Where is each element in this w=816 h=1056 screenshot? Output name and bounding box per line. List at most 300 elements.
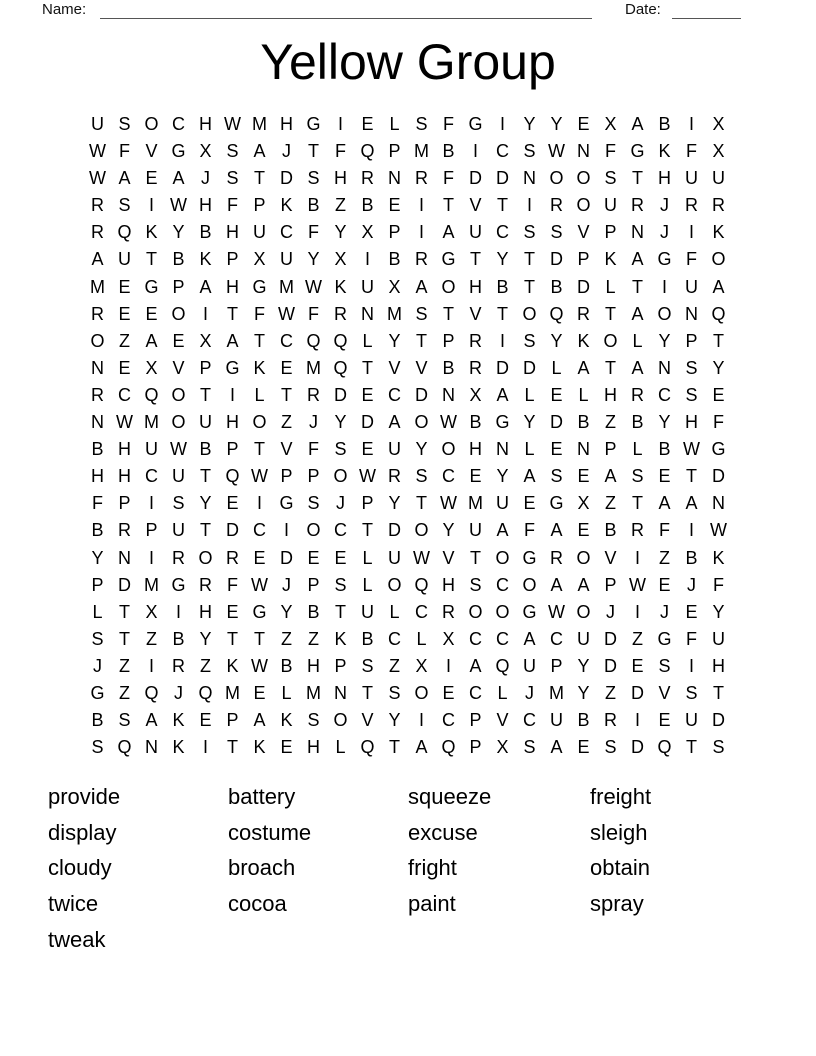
- grid-letter-r5-c22: J: [660, 222, 669, 243]
- grid-letter-r14-c18: S: [550, 466, 563, 487]
- grid-letter-r13-c5: B: [199, 439, 212, 460]
- grid-letter-r5-c9: F: [308, 222, 319, 243]
- grid-letter-r12-c3: M: [144, 412, 159, 433]
- grid-letter-r24-c17: S: [523, 737, 536, 758]
- grid-letter-r8-c13: S: [415, 303, 428, 324]
- grid-letter-r1-c9: G: [306, 114, 321, 134]
- grid-letter-r23-c23: U: [685, 710, 698, 731]
- grid-letter-r12-c7: O: [252, 412, 267, 433]
- grid-letter-r2-c10: F: [335, 141, 346, 162]
- grid-letter-r2-c11: Q: [360, 141, 375, 162]
- grid-letter-r18-c2: D: [118, 574, 131, 595]
- grid-letter-r17-c7: E: [253, 547, 266, 568]
- grid-letter-r9-c15: R: [469, 330, 482, 351]
- grid-letter-r17-c6: R: [226, 547, 239, 568]
- grid-letter-r12-c11: D: [361, 412, 374, 433]
- grid-letter-r11-c22: C: [658, 384, 671, 405]
- grid-letter-r18-c15: S: [469, 574, 482, 595]
- grid-letter-r2-c12: P: [388, 141, 401, 162]
- grid-letter-r10-c1: N: [91, 357, 104, 378]
- grid-letter-r22-c18: M: [549, 682, 564, 703]
- date-fill-line: [672, 18, 741, 19]
- grid-letter-r21-c12: Z: [389, 655, 400, 676]
- grid-letter-r21-c11: S: [361, 655, 374, 676]
- grid-letter-r20-c13: L: [416, 628, 427, 649]
- grid-letter-r7-c16: B: [496, 276, 509, 297]
- grid-letter-r8-c15: V: [469, 303, 482, 324]
- grid-letter-r6-c7: X: [253, 249, 266, 270]
- grid-letter-r13-c18: E: [550, 439, 563, 460]
- grid-letter-r17-c2: N: [118, 547, 131, 568]
- grid-letter-r16-c19: E: [577, 520, 590, 541]
- grid-letter-r22-c15: C: [469, 682, 482, 703]
- word-list-column-4: [590, 779, 651, 922]
- grid-letter-r21-c24: H: [712, 655, 725, 676]
- grid-letter-r7-c5: A: [199, 276, 212, 297]
- grid-letter-r15-c4: S: [172, 493, 185, 514]
- grid-letter-r2-c7: A: [253, 141, 266, 162]
- word-list-item: display: [48, 819, 117, 845]
- grid-letter-r9-c21: L: [632, 330, 643, 351]
- grid-letter-r11-c7: L: [254, 384, 265, 405]
- word-list-item: excuse: [408, 819, 478, 845]
- grid-letter-r22-c10: N: [334, 682, 347, 703]
- grid-letter-r1-c2: S: [118, 114, 131, 134]
- grid-letter-r23-c1: B: [91, 710, 104, 731]
- grid-letter-r17-c14: V: [442, 547, 455, 568]
- word-list-item: twice: [48, 891, 99, 917]
- grid-letter-r3-c20: S: [604, 168, 617, 189]
- grid-letter-r20-c21: Z: [632, 628, 643, 649]
- grid-letter-r14-c13: S: [415, 466, 428, 487]
- word-list-item: battery: [228, 784, 296, 809]
- grid-letter-r21-c8: B: [280, 655, 293, 676]
- grid-letter-r13-c21: L: [632, 439, 643, 460]
- grid-letter-r4-c22: J: [660, 195, 669, 216]
- grid-letter-r7-c10: K: [334, 276, 347, 297]
- grid-letter-r21-c17: U: [523, 655, 536, 676]
- grid-letter-r10-c21: A: [631, 357, 644, 378]
- grid-letter-r21-c23: I: [688, 655, 694, 676]
- grid-letter-r11-c4: O: [171, 384, 186, 405]
- grid-letter-r12-c4: O: [171, 412, 186, 433]
- grid-letter-r19-c24: Y: [712, 601, 725, 622]
- grid-letter-r1-c3: O: [144, 114, 159, 134]
- grid-letter-r9-c4: E: [172, 330, 185, 351]
- grid-letter-r19-c2: T: [119, 601, 130, 622]
- grid-letter-r17-c24: K: [712, 547, 725, 568]
- grid-letter-r19-c19: O: [576, 601, 591, 622]
- grid-letter-r20-c1: S: [91, 628, 104, 649]
- grid-letter-r24-c3: N: [145, 737, 158, 758]
- grid-letter-r7-c14: O: [441, 276, 456, 297]
- grid-letter-r18-c5: R: [199, 574, 212, 595]
- grid-letter-r13-c15: H: [469, 439, 482, 460]
- grid-letter-r8-c17: O: [522, 303, 537, 324]
- grid-letter-r22-c22: V: [658, 682, 671, 703]
- grid-letter-r6-c3: T: [146, 249, 157, 270]
- grid-letter-r10-c13: V: [415, 357, 428, 378]
- grid-letter-r10-c11: T: [362, 357, 373, 378]
- grid-letter-r21-c7: W: [251, 655, 268, 676]
- grid-letter-r8-c12: M: [387, 303, 402, 324]
- grid-letter-r7-c19: D: [577, 276, 590, 297]
- grid-letter-r1-c7: M: [252, 114, 267, 134]
- grid-letter-r22-c23: S: [685, 682, 698, 703]
- grid-letter-r21-c22: S: [658, 655, 671, 676]
- grid-letter-r10-c16: D: [496, 357, 509, 378]
- grid-letter-r5-c19: V: [577, 222, 590, 243]
- grid-letter-r7-c9: W: [305, 276, 322, 297]
- grid-letter-r23-c15: P: [469, 710, 482, 731]
- grid-letter-r14-c23: T: [686, 466, 697, 487]
- grid-letter-r3-c17: N: [523, 168, 536, 189]
- grid-letter-r14-c10: O: [333, 466, 348, 487]
- grid-letter-r14-c6: Q: [225, 466, 240, 487]
- grid-letter-r8-c5: I: [202, 303, 208, 324]
- grid-letter-r18-c24: F: [713, 574, 724, 595]
- grid-letter-r8-c16: T: [497, 303, 508, 324]
- grid-letter-r6-c10: X: [334, 249, 347, 270]
- grid-letter-r11-c6: I: [229, 384, 235, 405]
- grid-letter-r2-c20: F: [605, 141, 616, 162]
- word-list-item: provide: [48, 784, 121, 809]
- grid-letter-r13-c24: G: [711, 439, 726, 460]
- grid-letter-r1-c15: G: [468, 114, 483, 134]
- grid-letter-r7-c3: G: [144, 276, 159, 297]
- grid-letter-r20-c11: B: [361, 628, 374, 649]
- grid-letter-r5-c10: Y: [334, 222, 347, 243]
- grid-letter-r7-c24: A: [712, 276, 725, 297]
- grid-letter-r12-c24: F: [713, 412, 724, 433]
- grid-letter-r2-c16: C: [496, 141, 509, 162]
- grid-letter-r19-c16: O: [495, 601, 510, 622]
- grid-letter-r22-c7: E: [253, 682, 266, 703]
- grid-letter-r5-c3: K: [145, 222, 158, 243]
- grid-letter-r23-c20: R: [604, 710, 617, 731]
- name-label: Name:: [42, 1, 87, 18]
- grid-letter-r17-c9: E: [307, 547, 320, 568]
- grid-letter-r11-c16: A: [496, 384, 509, 405]
- grid-letter-r24-c5: I: [202, 737, 208, 758]
- grid-letter-r10-c17: D: [523, 357, 536, 378]
- grid-letter-r21-c20: D: [604, 655, 617, 676]
- grid-letter-r14-c24: D: [712, 466, 725, 487]
- grid-letter-r23-c11: V: [361, 710, 374, 731]
- grid-letter-r4-c10: Z: [335, 195, 346, 216]
- grid-letter-r20-c18: C: [550, 628, 563, 649]
- grid-letter-r3-c4: A: [172, 168, 185, 189]
- grid-letter-r20-c10: K: [334, 628, 347, 649]
- grid-letter-r16-c10: C: [334, 520, 347, 541]
- grid-letter-r4-c4: W: [170, 195, 187, 216]
- grid-letter-r16-c11: T: [362, 520, 373, 541]
- grid-letter-r9-c17: S: [523, 330, 536, 351]
- grid-letter-r13-c2: H: [118, 439, 131, 460]
- grid-letter-r20-c12: C: [388, 628, 401, 649]
- grid-letter-r16-c16: A: [496, 520, 509, 541]
- grid-letter-r20-c15: C: [469, 628, 482, 649]
- word-list-item: tweak: [48, 926, 106, 952]
- grid-letter-r13-c3: U: [145, 439, 158, 460]
- grid-letter-r21-c5: Z: [200, 655, 211, 676]
- grid-letter-r1-c6: W: [224, 114, 241, 134]
- grid-letter-r3-c6: S: [226, 168, 239, 189]
- grid-letter-r8-c3: E: [145, 303, 158, 324]
- grid-letter-r5-c24: K: [712, 222, 725, 243]
- grid-letter-r4-c9: B: [307, 195, 320, 216]
- grid-letter-r2-c21: G: [630, 141, 645, 162]
- grid-letter-r9-c19: K: [577, 330, 590, 351]
- grid-letter-r22-c9: M: [306, 682, 321, 703]
- grid-letter-r12-c23: H: [685, 412, 698, 433]
- grid-letter-r24-c21: D: [631, 737, 644, 758]
- grid-letter-r19-c17: G: [522, 601, 537, 622]
- grid-letter-r16-c14: Y: [442, 520, 455, 541]
- grid-letter-r12-c15: B: [469, 412, 482, 433]
- grid-letter-r13-c7: T: [254, 439, 265, 460]
- grid-letter-r21-c2: Z: [119, 655, 130, 676]
- grid-letter-r1-c21: A: [631, 114, 644, 134]
- grid-letter-r21-c15: A: [469, 655, 482, 676]
- grid-letter-r11-c3: Q: [144, 384, 159, 405]
- grid-letter-r16-c18: A: [550, 520, 563, 541]
- grid-letter-r23-c17: C: [523, 710, 536, 731]
- grid-letter-r14-c17: A: [523, 466, 536, 487]
- grid-letter-r14-c11: W: [359, 466, 376, 487]
- grid-letter-r1-c19: E: [577, 114, 590, 134]
- grid-letter-r3-c22: H: [658, 168, 671, 189]
- grid-letter-r18-c8: J: [282, 574, 291, 595]
- grid-letter-r12-c22: Y: [658, 412, 671, 433]
- grid-letter-r1-c4: C: [172, 114, 185, 134]
- grid-letter-r22-c24: T: [713, 682, 724, 703]
- grid-letter-r8-c19: R: [577, 303, 590, 324]
- grid-letter-r5-c23: I: [688, 222, 694, 243]
- grid-letter-r20-c6: T: [227, 628, 238, 649]
- grid-letter-r11-c8: T: [281, 384, 292, 405]
- grid-letter-r10-c23: S: [685, 357, 698, 378]
- grid-letter-r16-c2: R: [118, 520, 131, 541]
- grid-letter-r12-c18: D: [550, 412, 563, 433]
- grid-letter-r5-c8: C: [280, 222, 293, 243]
- grid-letter-r22-c8: L: [281, 682, 292, 703]
- grid-letter-r16-c17: F: [524, 520, 535, 541]
- grid-letter-r4-c13: I: [418, 195, 424, 216]
- grid-letter-r17-c17: G: [522, 547, 537, 568]
- grid-letter-r7-c22: I: [661, 276, 667, 297]
- grid-letter-r9-c6: A: [226, 330, 239, 351]
- grid-letter-r1-c23: I: [688, 114, 694, 134]
- word-list-column-1: [48, 779, 120, 958]
- grid-letter-r24-c11: Q: [360, 737, 375, 758]
- word-list-item: sleigh: [590, 819, 648, 845]
- grid-letter-r24-c9: H: [307, 737, 320, 758]
- grid-letter-r24-c14: Q: [441, 737, 456, 758]
- grid-letter-r2-c18: W: [548, 141, 565, 162]
- grid-letter-r5-c4: Y: [172, 222, 185, 243]
- grid-letter-r16-c13: O: [414, 520, 429, 541]
- grid-letter-r18-c23: J: [687, 574, 696, 595]
- grid-letter-r3-c7: T: [254, 168, 265, 189]
- grid-letter-r19-c15: O: [468, 601, 483, 622]
- grid-letter-r21-c10: P: [334, 655, 347, 676]
- grid-letter-r7-c7: G: [252, 276, 267, 297]
- grid-letter-r23-c24: D: [712, 710, 725, 731]
- grid-letter-r2-c4: G: [171, 141, 186, 162]
- grid-letter-r15-c6: E: [226, 493, 239, 514]
- grid-letter-r17-c11: L: [362, 547, 373, 568]
- grid-letter-r1-c1: U: [91, 114, 104, 134]
- grid-letter-r7-c11: U: [361, 276, 374, 297]
- grid-letter-r16-c8: I: [283, 520, 289, 541]
- grid-letter-r18-c14: H: [442, 574, 455, 595]
- grid-letter-r15-c17: E: [523, 493, 536, 514]
- grid-letter-r20-c4: B: [172, 628, 185, 649]
- grid-letter-r23-c2: S: [118, 710, 131, 731]
- grid-letter-r21-c19: Y: [577, 655, 590, 676]
- grid-letter-r5-c16: C: [496, 222, 509, 243]
- grid-letter-r15-c18: G: [549, 493, 564, 514]
- grid-letter-r12-c6: H: [226, 412, 239, 433]
- grid-letter-r19-c22: J: [660, 601, 669, 622]
- grid-letter-r8-c14: T: [443, 303, 454, 324]
- grid-letter-r18-c17: O: [522, 574, 537, 595]
- grid-letter-r14-c19: E: [577, 466, 590, 487]
- grid-letter-r20-c17: A: [523, 628, 536, 649]
- grid-letter-r3-c12: N: [388, 168, 401, 189]
- grid-letter-r22-c19: Y: [577, 682, 590, 703]
- grid-letter-r3-c21: T: [632, 168, 643, 189]
- grid-letter-r17-c16: O: [495, 547, 510, 568]
- grid-letter-r11-c20: H: [604, 384, 617, 405]
- grid-letter-r15-c21: T: [632, 493, 643, 514]
- grid-letter-r11-c21: R: [631, 384, 644, 405]
- word-list-column-2: [228, 779, 311, 922]
- grid-letter-r18-c19: A: [577, 574, 590, 595]
- grid-letter-r10-c15: R: [469, 357, 482, 378]
- grid-letter-r2-c8: J: [282, 141, 291, 162]
- grid-letter-r15-c15: M: [468, 493, 483, 514]
- grid-letter-r7-c1: M: [90, 276, 105, 297]
- grid-letter-r22-c11: T: [362, 682, 373, 703]
- grid-letter-r20-c20: D: [604, 628, 617, 649]
- grid-letter-r10-c9: M: [306, 357, 321, 378]
- grid-letter-r16-c15: U: [469, 520, 482, 541]
- grid-letter-r18-c4: G: [171, 574, 186, 595]
- grid-letter-r16-c9: O: [306, 520, 321, 541]
- grid-letter-r24-c4: K: [172, 737, 185, 758]
- grid-letter-r19-c13: C: [415, 601, 428, 622]
- grid-letter-r8-c6: T: [227, 303, 238, 324]
- grid-letter-r20-c5: Y: [199, 628, 212, 649]
- grid-letter-r17-c1: Y: [91, 547, 104, 568]
- grid-letter-r15-c3: I: [148, 493, 154, 514]
- grid-letter-r14-c16: Y: [496, 466, 509, 487]
- grid-letter-r11-c9: R: [307, 384, 320, 405]
- grid-letter-r12-c13: O: [414, 412, 429, 433]
- grid-letter-r1-c11: E: [361, 114, 374, 134]
- grid-letter-r23-c16: V: [496, 710, 509, 731]
- grid-letter-r14-c12: R: [388, 466, 401, 487]
- grid-letter-r18-c11: L: [362, 574, 373, 595]
- word-list-item: cocoa: [228, 891, 287, 917]
- word-list-item: costume: [228, 819, 312, 845]
- grid-letter-r10-c8: E: [280, 357, 293, 378]
- grid-letter-r12-c16: G: [495, 412, 510, 433]
- grid-letter-r7-c23: U: [685, 276, 698, 297]
- grid-letter-r19-c3: X: [145, 601, 158, 622]
- grid-letter-r7-c18: B: [550, 276, 563, 297]
- grid-letter-r21-c9: H: [307, 655, 320, 676]
- grid-letter-r16-c7: C: [253, 520, 266, 541]
- grid-letter-r13-c17: L: [524, 439, 535, 460]
- grid-letter-r8-c10: R: [334, 303, 347, 324]
- grid-letter-r11-c5: T: [200, 384, 211, 405]
- grid-letter-r23-c4: K: [172, 710, 185, 731]
- grid-letter-r19-c8: Y: [280, 601, 293, 622]
- grid-letter-r12-c10: Y: [334, 412, 347, 433]
- grid-letter-r1-c5: H: [199, 114, 212, 134]
- grid-letter-r11-c2: C: [118, 384, 131, 405]
- grid-letter-r17-c12: U: [388, 547, 401, 568]
- grid-letter-r15-c14: W: [440, 493, 457, 514]
- grid-letter-r6-c13: R: [415, 249, 428, 270]
- grid-letter-r10-c19: A: [577, 357, 590, 378]
- grid-letter-r14-c2: H: [118, 466, 131, 487]
- grid-letter-r4-c1: R: [91, 195, 104, 216]
- grid-letter-r6-c6: P: [226, 249, 239, 270]
- grid-letter-r5-c20: P: [604, 222, 617, 243]
- grid-letter-r17-c19: O: [576, 547, 591, 568]
- grid-letter-r9-c8: C: [280, 330, 293, 351]
- grid-letter-r5-c7: U: [253, 222, 266, 243]
- grid-letter-r24-c15: P: [469, 737, 482, 758]
- grid-letter-r14-c14: C: [442, 466, 455, 487]
- grid-letter-r22-c12: S: [388, 682, 401, 703]
- grid-letter-r10-c14: B: [442, 357, 455, 378]
- grid-letter-r6-c14: G: [441, 249, 456, 270]
- grid-letter-r9-c2: Z: [119, 330, 130, 351]
- grid-letter-r22-c6: M: [225, 682, 240, 703]
- grid-letter-r8-c21: A: [631, 303, 644, 324]
- grid-letter-r8-c4: O: [171, 303, 186, 324]
- grid-letter-r14-c15: E: [469, 466, 482, 487]
- grid-letter-r1-c22: B: [658, 114, 671, 134]
- grid-letter-r1-c17: Y: [523, 114, 536, 134]
- grid-letter-r1-c14: F: [443, 114, 454, 134]
- grid-letter-r19-c11: U: [361, 601, 374, 622]
- grid-letter-r13-c16: N: [496, 439, 509, 460]
- grid-letter-r22-c1: G: [90, 682, 105, 703]
- grid-letter-r9-c5: X: [199, 330, 212, 351]
- grid-letter-r2-c5: X: [199, 141, 212, 162]
- grid-letter-r18-c10: S: [334, 574, 347, 595]
- grid-letter-r18-c22: E: [658, 574, 671, 595]
- grid-letter-r24-c2: Q: [117, 737, 132, 758]
- grid-letter-r15-c7: I: [256, 493, 262, 514]
- grid-letter-r23-c22: E: [658, 710, 671, 731]
- grid-letter-r3-c18: O: [549, 168, 564, 189]
- word-list-item: freight: [590, 784, 652, 809]
- grid-letter-r11-c14: N: [442, 384, 455, 405]
- grid-letter-r14-c1: H: [91, 466, 104, 487]
- grid-letter-r24-c22: Q: [657, 737, 672, 758]
- grid-letter-r2-c24: X: [712, 141, 725, 162]
- grid-letter-r14-c3: C: [145, 466, 158, 487]
- grid-letter-r18-c6: F: [227, 574, 238, 595]
- grid-letter-r8-c1: R: [91, 303, 104, 324]
